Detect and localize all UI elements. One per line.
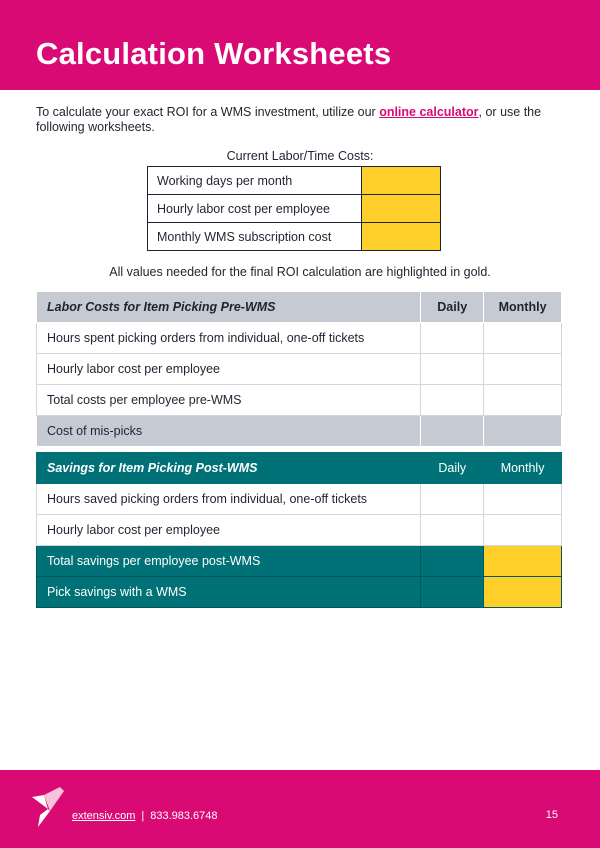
row-label: Total savings per employee post-WMS — [37, 546, 421, 577]
labor-row-label: Working days per month — [148, 167, 362, 195]
row-label: Total costs per employee pre-WMS — [37, 385, 421, 416]
labor-value-cell[interactable] — [362, 195, 441, 223]
labor-row-label: Hourly labor cost per employee — [148, 195, 362, 223]
gold-highlight-note: All values needed for the final ROI calculation are highlighted in gold. — [109, 265, 491, 279]
labor-costs-table — [147, 166, 441, 251]
online-calculator-link[interactable]: online calculator — [379, 105, 479, 119]
footer-contact — [72, 810, 218, 822]
daily-cell[interactable] — [421, 484, 484, 515]
daily-cell[interactable] — [421, 385, 484, 416]
table-row — [37, 354, 562, 385]
separator: | — [141, 810, 145, 822]
monthly-cell[interactable] — [484, 416, 562, 447]
intro-paragraph — [36, 105, 564, 135]
daily-cell[interactable] — [421, 416, 484, 447]
monthly-cell[interactable] — [484, 484, 562, 515]
labor-row-label: Monthly WMS subscription cost — [148, 223, 362, 251]
website-link[interactable]: extensiv.com — [72, 810, 136, 822]
labor-row — [148, 195, 441, 223]
labor-row — [148, 223, 441, 251]
table-row — [37, 577, 562, 608]
page-header — [0, 0, 600, 90]
table-header-row — [37, 292, 562, 323]
daily-cell[interactable] — [421, 515, 484, 546]
row-label: Hourly labor cost per employee — [37, 515, 421, 546]
labor-row — [148, 167, 441, 195]
labor-caption: Current Labor/Time Costs: — [226, 149, 374, 163]
monthly-cell[interactable] — [484, 546, 562, 577]
extensiv-bird-logo-icon — [30, 785, 68, 829]
row-label: Hours spent picking orders from individual, one-off tickets — [37, 323, 421, 354]
phone-number: 833.983.6748 — [150, 810, 218, 822]
daily-cell[interactable] — [421, 354, 484, 385]
daily-cell[interactable] — [421, 323, 484, 354]
pre-wms-table — [36, 291, 562, 447]
table-row — [37, 416, 562, 447]
row-label: Pick savings with a WMS — [37, 577, 421, 608]
page-title: Calculation Worksheets — [36, 36, 392, 71]
table-row — [37, 323, 562, 354]
row-label: Hourly labor cost per employee — [37, 354, 421, 385]
daily-cell[interactable] — [421, 577, 484, 608]
monthly-cell[interactable] — [484, 385, 562, 416]
row-label: Cost of mis-picks — [37, 416, 421, 447]
daily-column-header: Daily — [421, 453, 484, 484]
intro-text-after: , or use the following worksheets. — [36, 105, 542, 134]
table-header-row — [37, 453, 562, 484]
daily-cell[interactable] — [421, 546, 484, 577]
row-label: Hours saved picking orders from individual, one-off tickets — [37, 484, 421, 515]
table-row — [37, 546, 562, 577]
daily-column-header: Daily — [421, 292, 484, 323]
post-wms-title: Savings for Item Picking Post-WMS — [37, 453, 421, 484]
monthly-column-header: Monthly — [484, 292, 562, 323]
monthly-cell[interactable] — [484, 515, 562, 546]
intro-text-before: To calculate your exact ROI for a WMS investment, utilize our — [36, 105, 380, 119]
page-footer — [0, 770, 600, 848]
monthly-cell[interactable] — [484, 577, 562, 608]
monthly-cell[interactable] — [484, 323, 562, 354]
pre-wms-title: Labor Costs for Item Picking Pre-WMS — [37, 292, 421, 323]
monthly-column-header: Monthly — [484, 453, 562, 484]
monthly-cell[interactable] — [484, 354, 562, 385]
page-number: 15 — [545, 809, 558, 821]
table-row — [37, 385, 562, 416]
table-row — [37, 484, 562, 515]
labor-value-cell[interactable] — [362, 223, 441, 251]
post-wms-table — [36, 452, 562, 608]
table-row — [37, 515, 562, 546]
labor-value-cell[interactable] — [362, 167, 441, 195]
